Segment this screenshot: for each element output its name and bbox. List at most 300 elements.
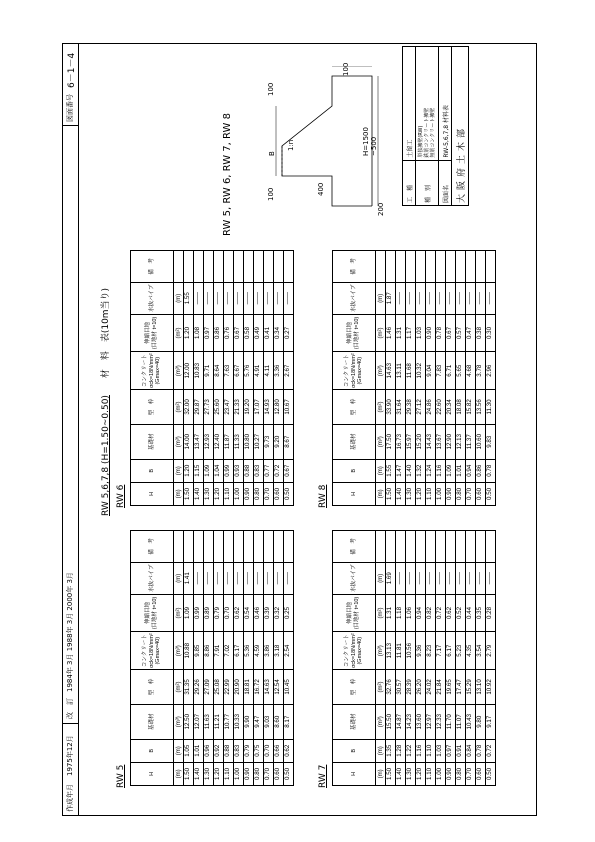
- unit-cell: (m): [174, 459, 184, 482]
- main-title: RW 5,6,7,8 (H=1.50~0.50) 材 料 表(10m当り): [101, 287, 111, 516]
- table-cell: 7.63: [224, 352, 234, 390]
- table-cell: 0.25: [284, 594, 294, 632]
- table-cell: 9.80: [476, 704, 486, 739]
- table-cell: 0.80: [456, 762, 466, 785]
- table-row: [456, 530, 466, 785]
- table-cell: 11.21: [214, 704, 224, 739]
- column-header: B: [131, 459, 174, 482]
- table-cell: 11.07: [456, 704, 466, 739]
- table-cell: 20.34: [446, 390, 456, 425]
- table-cell: 19.65: [446, 670, 456, 705]
- table-cell: 0.75: [254, 739, 264, 762]
- table-cell: 3.18: [274, 632, 284, 670]
- table-cell: 0.88: [224, 739, 234, 762]
- table-cell: 9.71: [204, 352, 214, 390]
- table-cell: 4.91: [254, 352, 264, 390]
- table-cell: 10.27: [254, 424, 264, 459]
- column-header: 基礎材: [333, 704, 376, 739]
- table-cell: 1.50: [184, 762, 194, 785]
- table-cell: 5.36: [244, 632, 254, 670]
- table-cell: [486, 530, 496, 562]
- table-cell: 1.30: [204, 762, 214, 785]
- table-row: [244, 250, 254, 505]
- dim-b: B: [268, 151, 276, 156]
- table-cell: 15.29: [466, 670, 476, 705]
- table-cell: 0.79: [214, 594, 224, 632]
- table-cell: 17.07: [254, 390, 264, 425]
- table-cell: 0.67: [446, 314, 456, 352]
- unit-cell: (m²): [174, 670, 184, 705]
- table-cell: 15.97: [406, 424, 416, 459]
- table-cell: 1.20: [214, 762, 224, 785]
- table-cell: [194, 530, 204, 562]
- table-row: [406, 530, 416, 785]
- table-cell: 1.00: [436, 482, 446, 505]
- table-cell: 14.87: [396, 704, 406, 739]
- table-cell: 12.50: [184, 704, 194, 739]
- table-cell: 18.08: [456, 390, 466, 425]
- table-row: [194, 250, 204, 505]
- table-cell: 7.02: [224, 632, 234, 670]
- table-cell: 1.09: [204, 459, 214, 482]
- table-cell: 10.60: [476, 424, 486, 459]
- table-cell: 24.02: [426, 670, 436, 705]
- table-cell: ——: [406, 282, 416, 314]
- table-cell: 0.99: [194, 594, 204, 632]
- table-row: [486, 530, 496, 785]
- table-cell: 10.67: [284, 390, 294, 425]
- table-cell: [436, 250, 446, 282]
- date-label: 作成年月: [66, 784, 74, 812]
- table-cell: 20.90: [234, 670, 244, 705]
- table-cell: 12.33: [436, 704, 446, 739]
- table-cell: 0.79: [244, 739, 254, 762]
- table-cell: [204, 530, 214, 562]
- table-cell: 1.40: [194, 482, 204, 505]
- revision-value: 1984年 3月 1988年 3月 2000年 3月: [66, 572, 74, 692]
- table-row: [486, 250, 496, 505]
- material-table: [332, 530, 496, 786]
- table-row: [446, 530, 456, 785]
- table-cell: ——: [244, 282, 254, 314]
- table-row: [194, 530, 204, 785]
- table-cell: ——: [214, 282, 224, 314]
- table-cell: 9.20: [274, 424, 284, 459]
- table-cell: 21.84: [436, 670, 446, 705]
- table-cell: 7.17: [436, 632, 446, 670]
- work-value: 土留工: [403, 47, 416, 161]
- table-cell: 0.90: [426, 314, 436, 352]
- column-header: コンクリート σck=18N/mm² (Gmax=40): [131, 632, 174, 670]
- table-cell: ——: [284, 562, 294, 594]
- table-cell: 1.28: [396, 739, 406, 762]
- table-cell: [446, 530, 456, 562]
- table-cell: 10.32: [416, 352, 426, 390]
- table-cell: 9.17: [486, 704, 496, 739]
- column-header: 基礎材: [131, 704, 174, 739]
- table-cell: 0.50: [284, 482, 294, 505]
- table-cell: 0.38: [476, 314, 486, 352]
- table-cell: [234, 530, 244, 562]
- unit-cell: (m³): [174, 352, 184, 390]
- rotated-drawing: [62, 43, 537, 816]
- table-cell: 1.30: [204, 482, 214, 505]
- column-header: 備 考: [131, 530, 174, 562]
- unit-cell: (m²): [174, 594, 184, 632]
- table-cell: 0.50: [284, 762, 294, 785]
- table-cell: [456, 250, 466, 282]
- table-cell: [204, 250, 214, 282]
- table-row: [436, 250, 446, 505]
- table-cell: [194, 250, 204, 282]
- table-cell: 2.96: [486, 352, 496, 390]
- table-cell: 1.31: [396, 314, 406, 352]
- column-header: 水抜パイプ: [131, 282, 174, 314]
- table-cell: [244, 530, 254, 562]
- table-cell: 32.00: [184, 390, 194, 425]
- table-cell: ——: [456, 562, 466, 594]
- table-cell: [274, 250, 284, 282]
- table-cell: 0.94: [416, 594, 426, 632]
- table-cell: 1.17: [406, 314, 416, 352]
- column-header: 伸縮目地 (目地材 t=10): [131, 594, 174, 632]
- table-cell: 1.40: [396, 762, 406, 785]
- table-cell: 5.65: [456, 352, 466, 390]
- table-cell: 12.07: [194, 704, 204, 739]
- table-cell: ——: [446, 562, 456, 594]
- table-cell: 0.44: [466, 594, 476, 632]
- table-cell: 0.89: [204, 594, 214, 632]
- table-cell: 0.47: [466, 314, 476, 352]
- table-cell: ——: [234, 282, 244, 314]
- material-table: [130, 250, 294, 506]
- table-cell: 11.37: [466, 424, 476, 459]
- table-cell: 1.47: [396, 459, 406, 482]
- table-label: RW 5: [116, 764, 126, 788]
- table-row: [416, 530, 426, 785]
- table-cell: 0.92: [214, 739, 224, 762]
- table-cell: 12.90: [446, 424, 456, 459]
- table-cell: ——: [436, 282, 446, 314]
- table-cell: [386, 530, 396, 562]
- column-header: H: [131, 762, 174, 785]
- table-cell: 13.60: [416, 704, 426, 739]
- table-cell: [486, 250, 496, 282]
- table-cell: 0.60: [476, 482, 486, 505]
- table-cell: 0.78: [436, 314, 446, 352]
- table-cell: 13.11: [396, 352, 406, 390]
- table-cell: 3.54: [476, 632, 486, 670]
- table-cell: 0.60: [274, 482, 284, 505]
- table-cell: 3.78: [476, 352, 486, 390]
- table-cell: [466, 250, 476, 282]
- table-cell: 1.10: [426, 762, 436, 785]
- table-cell: 11.30: [486, 390, 496, 425]
- unit-cell: (m): [174, 562, 184, 594]
- table-cell: ——: [234, 562, 244, 594]
- table-cell: 0.78: [486, 459, 496, 482]
- table-cell: 1.50: [386, 762, 396, 785]
- table-cell: ——: [284, 282, 294, 314]
- table-cell: ——: [476, 282, 486, 314]
- table-cell: 11.68: [406, 352, 416, 390]
- table-cell: 1.24: [426, 459, 436, 482]
- table-cell: 12.00: [184, 352, 194, 390]
- table-row: [264, 530, 274, 785]
- table-cell: 0.72: [486, 739, 496, 762]
- table-label: RW 7: [318, 764, 328, 788]
- unit-cell: [376, 250, 386, 282]
- table-cell: 1.35: [386, 739, 396, 762]
- table-cell: 1.87: [386, 282, 396, 314]
- unit-cell: (m³): [376, 632, 386, 670]
- unit-cell: (m²): [376, 670, 386, 705]
- table-cell: 6.71: [446, 352, 456, 390]
- column-header: 備 考: [131, 250, 174, 282]
- table-cell: [184, 250, 194, 282]
- table-cell: 1.10: [426, 739, 436, 762]
- table-cell: 0.50: [486, 762, 496, 785]
- table-cell: 0.80: [456, 482, 466, 505]
- table-cell: 27.73: [204, 390, 214, 425]
- table-cell: 10.33: [234, 704, 244, 739]
- table-cell: ——: [426, 282, 436, 314]
- table-cell: 12.54: [274, 670, 284, 705]
- table-cell: ——: [224, 282, 234, 314]
- table-cell: 0.76: [224, 314, 234, 352]
- table-cell: 10.83: [194, 352, 204, 390]
- table-cell: 33.90: [386, 390, 396, 425]
- table-cell: 1.00: [234, 762, 244, 785]
- table-cell: 0.96: [204, 739, 214, 762]
- table-cell: 10.92: [486, 670, 496, 705]
- table-cell: 1.16: [416, 739, 426, 762]
- unit-cell: (m³): [174, 424, 184, 459]
- table-cell: [254, 530, 264, 562]
- table-cell: 2.79: [486, 632, 496, 670]
- table-cell: 1.00: [436, 762, 446, 785]
- table-row: [284, 250, 294, 505]
- column-header: 型 枠: [131, 390, 174, 425]
- table-cell: 4.11: [264, 352, 274, 390]
- table-cell: 9.36: [416, 632, 426, 670]
- table-cell: 1.20: [214, 482, 224, 505]
- table-cell: 28.39: [406, 670, 416, 705]
- table-cell: 30.57: [396, 670, 406, 705]
- table-cell: 10.43: [466, 704, 476, 739]
- column-header: B: [333, 459, 376, 482]
- table-cell: [386, 250, 396, 282]
- column-header: 備 考: [333, 250, 376, 282]
- table-cell: 11.63: [204, 704, 214, 739]
- unit-cell: [376, 530, 386, 562]
- table-cell: 1.15: [194, 459, 204, 482]
- table-cell: 9.85: [194, 632, 204, 670]
- table-cell: 0.86: [476, 459, 486, 482]
- table-cell: 0.94: [466, 459, 476, 482]
- table-cell: ——: [466, 562, 476, 594]
- table-cell: 23.47: [224, 390, 234, 425]
- unit-cell: (m): [174, 282, 184, 314]
- unit-cell: (m): [376, 482, 386, 505]
- table-cell: 3.36: [274, 352, 284, 390]
- table-cell: 1.46: [386, 314, 396, 352]
- column-header: コンクリート σck=18N/mm² (Gmax=40): [333, 352, 376, 390]
- table-cell: 4.68: [466, 352, 476, 390]
- table-row: [254, 530, 264, 785]
- table-row: [214, 250, 224, 505]
- table-row: [224, 530, 234, 785]
- unit-cell: (m): [376, 282, 386, 314]
- table-cell: [446, 250, 456, 282]
- unit-cell: (m): [376, 739, 386, 762]
- table-row: [386, 530, 396, 785]
- unit-cell: (m²): [376, 594, 386, 632]
- table-row: [274, 250, 284, 505]
- column-header: コンクリート σck=18N/mm² (Gmax=40): [333, 632, 376, 670]
- table-cell: ——: [224, 562, 234, 594]
- table-cell: 5.76: [244, 352, 254, 390]
- table-cell: 0.77: [264, 459, 274, 482]
- table-cell: 1.50: [386, 482, 396, 505]
- table-cell: [224, 530, 234, 562]
- table-cell: 0.72: [274, 459, 284, 482]
- unit-cell: (m³): [376, 424, 386, 459]
- table-row: [426, 250, 436, 505]
- dim-200: 200: [377, 202, 385, 216]
- table-row: [224, 250, 234, 505]
- table-cell: [416, 250, 426, 282]
- table-cell: 1.01: [194, 739, 204, 762]
- table-cell: 1.16: [436, 459, 446, 482]
- table-cell: 15.20: [416, 424, 426, 459]
- table-cell: 0.90: [446, 762, 456, 785]
- table-cell: 3.86: [264, 632, 274, 670]
- table-cell: 0.27: [284, 314, 294, 352]
- table-cell: 12.97: [426, 704, 436, 739]
- table-cell: [254, 250, 264, 282]
- table-cell: 1.40: [396, 482, 406, 505]
- table-cell: 0.28: [486, 594, 496, 632]
- table-cell: 0.50: [486, 482, 496, 505]
- table-cell: ——: [194, 282, 204, 314]
- table-cell: ——: [254, 562, 264, 594]
- table-cell: 0.46: [254, 594, 264, 632]
- table-cell: [214, 250, 224, 282]
- table-cell: ——: [446, 282, 456, 314]
- table-cell: ——: [264, 562, 274, 594]
- table-cell: 1.10: [224, 482, 234, 505]
- table-cell: ——: [244, 562, 254, 594]
- table-cell: 1.05: [184, 739, 194, 762]
- table-row: [426, 530, 436, 785]
- table-cell: ——: [416, 282, 426, 314]
- table-cell: 0.70: [466, 482, 476, 505]
- table-row: [396, 250, 406, 505]
- table-cell: 10.77: [224, 704, 234, 739]
- table-cell: 0.70: [224, 594, 234, 632]
- table-cell: 1.04: [214, 459, 224, 482]
- table-cell: 12.40: [214, 424, 224, 459]
- column-header: H: [333, 762, 376, 785]
- table-cell: 6.17: [234, 632, 244, 670]
- table-cell: 10.56: [406, 632, 416, 670]
- table-row: [264, 250, 274, 505]
- table-cell: 1.10: [224, 762, 234, 785]
- table-cell: [406, 530, 416, 562]
- table-cell: [396, 530, 406, 562]
- table-cell: [284, 530, 294, 562]
- drawing-no: 6－1－4: [67, 52, 77, 88]
- table-row: [396, 530, 406, 785]
- table-cell: 2.54: [284, 632, 294, 670]
- table-cell: 1.22: [406, 739, 416, 762]
- column-header: 伸縮目地 (目地材 t=10): [333, 594, 376, 632]
- date-value: 1975年12月: [66, 735, 74, 776]
- table-cell: 16.72: [254, 670, 264, 705]
- column-header: 伸縮目地 (目地材 t=10): [333, 314, 376, 352]
- table-cell: 1.01: [456, 459, 466, 482]
- table-cell: 1.69: [386, 562, 396, 594]
- table-cell: [466, 530, 476, 562]
- table-cell: ——: [204, 282, 214, 314]
- table-cell: 0.70: [264, 482, 274, 505]
- table-row: [204, 530, 214, 785]
- table-cell: [284, 250, 294, 282]
- table-cell: 9.03: [264, 704, 274, 739]
- table-row: [244, 530, 254, 785]
- table-cell: 7.83: [436, 352, 446, 390]
- table-cell: 0.60: [476, 762, 486, 785]
- table-cell: 11.81: [396, 632, 406, 670]
- table-row: [466, 250, 476, 505]
- table-cell: 1.09: [446, 459, 456, 482]
- dim-100-bottom: 100: [342, 62, 350, 76]
- table-row: [456, 250, 466, 505]
- unit-cell: (m): [174, 762, 184, 785]
- table-cell: 22.99: [224, 670, 234, 705]
- table-cell: 0.91: [456, 739, 466, 762]
- table-cell: 1.31: [386, 594, 396, 632]
- table-cell: [436, 530, 446, 562]
- table-cell: 0.70: [264, 762, 274, 785]
- table-cell: 0.58: [244, 314, 254, 352]
- type-values: 単独擁壁(RW) 鉄筋コンクリート擁壁 無筋コンクリート擁壁: [416, 47, 439, 161]
- table-cell: 1.55: [386, 459, 396, 482]
- table-cell: 0.93: [234, 459, 244, 482]
- table-cell: 11.33: [234, 424, 244, 459]
- table-row: [416, 250, 426, 505]
- table-cell: 0.78: [476, 739, 486, 762]
- table-cell: 0.70: [264, 739, 274, 762]
- table-cell: ——: [406, 562, 416, 594]
- table-cell: ——: [456, 282, 466, 314]
- dim-top: 100: [267, 187, 275, 201]
- table-cell: 5.23: [456, 632, 466, 670]
- table-cell: 1.30: [406, 762, 416, 785]
- table-cell: 14.63: [264, 670, 274, 705]
- table-cell: 12.93: [204, 424, 214, 459]
- table-row: [386, 250, 396, 505]
- table-cell: 12.80: [274, 390, 284, 425]
- table-cell: [476, 530, 486, 562]
- table-cell: 21.33: [234, 390, 244, 425]
- table-cell: ——: [426, 562, 436, 594]
- table-cell: 14.63: [386, 352, 396, 390]
- unit-cell: (m): [376, 459, 386, 482]
- column-header: B: [333, 739, 376, 762]
- table-cell: 11.70: [446, 704, 456, 739]
